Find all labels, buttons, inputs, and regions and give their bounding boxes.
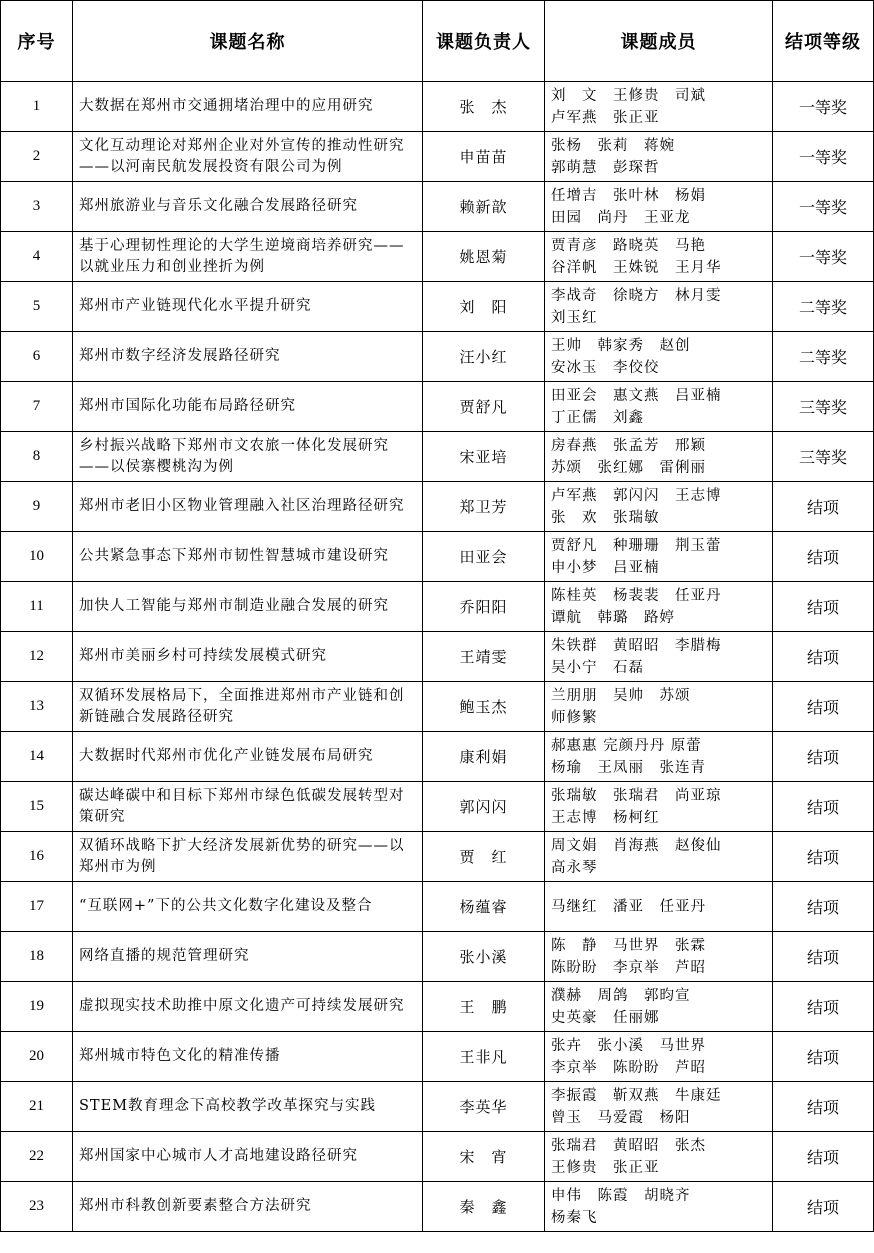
title-cell: STEM教育理念下高校教学改革探究与实践 <box>73 1082 423 1132</box>
leader-cell: 赖新歆 <box>423 182 545 232</box>
grade-cell: 结项 <box>773 832 874 882</box>
title-cell: 郑州市科教创新要素整合方法研究 <box>73 1182 423 1232</box>
grade-cell: 三等奖 <box>773 432 874 482</box>
members-cell: 刘 文 王修贵 司斌 卢军燕 张正亚 <box>545 82 773 132</box>
leader-cell: 贾 红 <box>423 832 545 882</box>
members-cell: 房春燕 张孟芳 邢颖 苏颂 张红娜 雷俐丽 <box>545 432 773 482</box>
grade-cell: 二等奖 <box>773 282 874 332</box>
members-cell: 田亚会 惠文燕 吕亚楠 丁正儒 刘鑫 <box>545 382 773 432</box>
table-row <box>1 432 874 482</box>
members-cell: 濮赫 周鸽 郭昀宣 史英豪 任丽娜 <box>545 982 773 1032</box>
leader-cell: 张 杰 <box>423 82 545 132</box>
leader-cell: 王 鹏 <box>423 982 545 1032</box>
grade-cell: 结项 <box>773 732 874 782</box>
header-seq: 序号 <box>1 1 73 82</box>
seq-cell: 10 <box>1 532 73 582</box>
members-cell: 张杨 张莉 蒋婉 郭萌慧 彭琛哲 <box>545 132 773 182</box>
seq-cell: 20 <box>1 1032 73 1082</box>
members-cell: 贾青彦 路晓英 马艳 谷洋帆 王姝锐 王月华 <box>545 232 773 282</box>
members-cell: 朱铁群 黄昭昭 李腊梅 吴小宁 石磊 <box>545 632 773 682</box>
grade-cell: 一等奖 <box>773 182 874 232</box>
table-row <box>1 832 874 882</box>
leader-cell: 康利娟 <box>423 732 545 782</box>
seq-cell: 15 <box>1 782 73 832</box>
leader-cell: 张小溪 <box>423 932 545 982</box>
seq-cell: 23 <box>1 1182 73 1232</box>
leader-cell: 刘 阳 <box>423 282 545 332</box>
grade-cell: 结项 <box>773 532 874 582</box>
table-row <box>1 982 874 1032</box>
title-cell: 郑州市老旧小区物业管理融入社区治理路径研究 <box>73 482 423 532</box>
table-row <box>1 932 874 982</box>
table-row <box>1 1182 874 1232</box>
leader-cell: 田亚会 <box>423 532 545 582</box>
header-row <box>1 1 874 82</box>
grade-cell: 结项 <box>773 482 874 532</box>
leader-cell: 王靖雯 <box>423 632 545 682</box>
seq-cell: 12 <box>1 632 73 682</box>
title-cell: 郑州市国际化功能布局路径研究 <box>73 382 423 432</box>
grade-cell: 结项 <box>773 1132 874 1182</box>
grade-cell: 一等奖 <box>773 132 874 182</box>
leader-cell: 鲍玉杰 <box>423 682 545 732</box>
grade-cell: 结项 <box>773 782 874 832</box>
members-cell: 李振霞 靳双燕 牛康廷 曾玉 马爱霞 杨阳 <box>545 1082 773 1132</box>
title-cell: 双循环战略下扩大经济发展新优势的研究——以郑州市为例 <box>73 832 423 882</box>
table-row <box>1 232 874 282</box>
leader-cell: 郭闪闪 <box>423 782 545 832</box>
leader-cell: 姚恩菊 <box>423 232 545 282</box>
table-row <box>1 532 874 582</box>
seq-cell: 2 <box>1 132 73 182</box>
members-cell: 周文娟 肖海燕 赵俊仙 高永琴 <box>545 832 773 882</box>
title-cell: 公共紧急事态下郑州市韧性智慧城市建设研究 <box>73 532 423 582</box>
title-cell: 大数据在郑州市交通拥堵治理中的应用研究 <box>73 82 423 132</box>
seq-cell: 8 <box>1 432 73 482</box>
seq-cell: 9 <box>1 482 73 532</box>
title-cell: 郑州城市特色文化的精准传播 <box>73 1032 423 1082</box>
members-cell: 马继红 潘亚 任亚丹 <box>545 882 773 932</box>
leader-cell: 汪小红 <box>423 332 545 382</box>
table-row <box>1 1132 874 1182</box>
seq-cell: 22 <box>1 1132 73 1182</box>
title-cell: 虚拟现实技术助推中原文化遗产可持续发展研究 <box>73 982 423 1032</box>
seq-cell: 21 <box>1 1082 73 1132</box>
grade-cell: 结项 <box>773 882 874 932</box>
members-cell: 兰朋朋 吴帅 苏颂 师修繁 <box>545 682 773 732</box>
leader-cell: 宋 宵 <box>423 1132 545 1182</box>
members-cell: 卢军燕 郭闪闪 王志博 张 欢 张瑞敏 <box>545 482 773 532</box>
members-cell: 郝惠惠 完颜丹丹 原蕾 杨瑜 王凤丽 张连青 <box>545 732 773 782</box>
title-cell: 乡村振兴战略下郑州市文农旅一体化发展研究——以侯寨樱桃沟为例 <box>73 432 423 482</box>
header-title: 课题名称 <box>73 1 423 82</box>
grade-cell: 二等奖 <box>773 332 874 382</box>
seq-cell: 18 <box>1 932 73 982</box>
seq-cell: 16 <box>1 832 73 882</box>
leader-cell: 秦 鑫 <box>423 1182 545 1232</box>
table-row <box>1 132 874 182</box>
seq-cell: 1 <box>1 82 73 132</box>
grade-cell: 结项 <box>773 632 874 682</box>
members-cell: 王帅 韩家秀 赵创 安冰玉 李佼佼 <box>545 332 773 382</box>
members-cell: 李战奇 徐晓方 林月雯 刘玉红 <box>545 282 773 332</box>
table-row <box>1 82 874 132</box>
header-grade: 结项等级 <box>773 1 874 82</box>
leader-cell: 申苗苗 <box>423 132 545 182</box>
grade-cell: 结项 <box>773 1182 874 1232</box>
members-cell: 申伟 陈霞 胡晓齐 杨秦飞 <box>545 1182 773 1232</box>
members-cell: 贾舒凡 种珊珊 荆玉蕾 申小梦 吕亚楠 <box>545 532 773 582</box>
members-cell: 张瑞敏 张瑞君 尚亚琼 王志博 杨柯红 <box>545 782 773 832</box>
title-cell: 大数据时代郑州市优化产业链发展布局研究 <box>73 732 423 782</box>
grade-cell: 结项 <box>773 1082 874 1132</box>
title-cell: 郑州市美丽乡村可持续发展模式研究 <box>73 632 423 682</box>
leader-cell: 郑卫芳 <box>423 482 545 532</box>
grade-cell: 结项 <box>773 682 874 732</box>
leader-cell: 杨蕴睿 <box>423 882 545 932</box>
seq-cell: 6 <box>1 332 73 382</box>
members-cell: 张卉 张小溪 马世界 李京举 陈盼盼 芦昭 <box>545 1032 773 1082</box>
title-cell: 双循环发展格局下，全面推进郑州市产业链和创新链融合发展路径研究 <box>73 682 423 732</box>
table-row <box>1 632 874 682</box>
grade-cell: 结项 <box>773 932 874 982</box>
title-cell: 基于心理韧性理论的大学生逆境商培养研究——以就业压力和创业挫折为例 <box>73 232 423 282</box>
title-cell: 加快人工智能与郑州市制造业融合发展的研究 <box>73 582 423 632</box>
table-row <box>1 282 874 332</box>
grade-cell: 结项 <box>773 982 874 1032</box>
members-cell: 张瑞君 黄昭昭 张杰 王修贵 张正亚 <box>545 1132 773 1182</box>
table-row <box>1 1032 874 1082</box>
members-cell: 陈 静 马世界 张霖 陈盼盼 李京举 芦昭 <box>545 932 773 982</box>
seq-cell: 13 <box>1 682 73 732</box>
seq-cell: 3 <box>1 182 73 232</box>
title-cell: 碳达峰碳中和目标下郑州市绿色低碳发展转型对策研究 <box>73 782 423 832</box>
leader-cell: 王非凡 <box>423 1032 545 1082</box>
leader-cell: 宋亚培 <box>423 432 545 482</box>
table-row <box>1 782 874 832</box>
title-cell: 郑州国家中心城市人才高地建设路径研究 <box>73 1132 423 1182</box>
table-row <box>1 182 874 232</box>
seq-cell: 7 <box>1 382 73 432</box>
seq-cell: 19 <box>1 982 73 1032</box>
members-cell: 任增吉 张叶林 杨娟 田园 尚丹 王亚龙 <box>545 182 773 232</box>
grade-cell: 结项 <box>773 582 874 632</box>
leader-cell: 贾舒凡 <box>423 382 545 432</box>
leader-cell: 乔阳阳 <box>423 582 545 632</box>
grade-cell: 三等奖 <box>773 382 874 432</box>
table-row <box>1 482 874 532</box>
table-row <box>1 732 874 782</box>
grade-cell: 一等奖 <box>773 232 874 282</box>
table-row <box>1 882 874 932</box>
title-cell: 郑州市产业链现代化水平提升研究 <box>73 282 423 332</box>
header-members: 课题成员 <box>545 1 773 82</box>
title-cell: 文化互动理论对郑州企业对外宣传的推动性研究——以河南民航发展投资有限公司为例 <box>73 132 423 182</box>
seq-cell: 14 <box>1 732 73 782</box>
leader-cell: 李英华 <box>423 1082 545 1132</box>
seq-cell: 5 <box>1 282 73 332</box>
title-cell: 网络直播的规范管理研究 <box>73 932 423 982</box>
members-cell: 陈桂英 杨裴裴 任亚丹 谭航 韩璐 路婷 <box>545 582 773 632</box>
grade-cell: 一等奖 <box>773 82 874 132</box>
seq-cell: 17 <box>1 882 73 932</box>
title-cell: “互联网+”下的公共文化数字化建设及整合 <box>73 882 423 932</box>
table-row <box>1 682 874 732</box>
table-row <box>1 332 874 382</box>
table-row <box>1 382 874 432</box>
seq-cell: 11 <box>1 582 73 632</box>
table-row <box>1 1082 874 1132</box>
title-cell: 郑州市数字经济发展路径研究 <box>73 332 423 382</box>
seq-cell: 4 <box>1 232 73 282</box>
header-leader: 课题负责人 <box>423 1 545 82</box>
title-cell: 郑州旅游业与音乐文化融合发展路径研究 <box>73 182 423 232</box>
table-row <box>1 582 874 632</box>
grade-cell: 结项 <box>773 1032 874 1082</box>
